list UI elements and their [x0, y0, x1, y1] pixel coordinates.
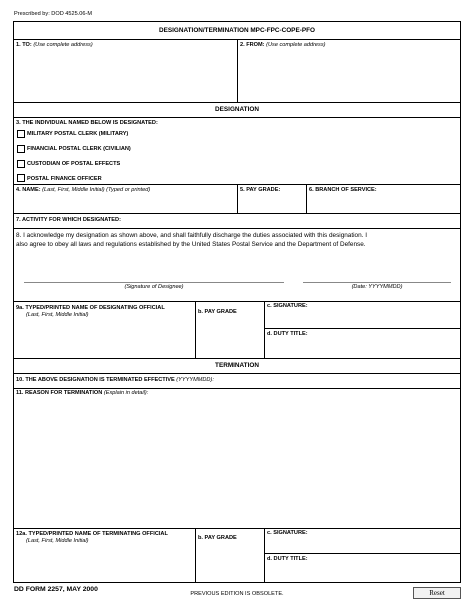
option-label: CUSTODIAN OF POSTAL EFFECTS	[27, 161, 121, 167]
date-caption: (Date: YYYYMMDD)	[351, 284, 403, 290]
signature-caption: (Signature of Designee)	[124, 284, 184, 290]
branch-of-service-label: 6. BRANCH OF SERVICE:	[309, 187, 377, 193]
from-address-field[interactable]	[239, 51, 459, 101]
acknowledgement-line2: also agree to obey all laws and regulations established by the United States Postal Service and the Department of Defense.	[16, 241, 366, 248]
pay-grade-field[interactable]	[239, 195, 304, 212]
designating-duty-title-label: d. DUTY TITLE:	[267, 331, 308, 337]
acknowledgement-line1: 8. I acknowledge my designation as shown above, and shall faithfully discharge the duties associated with this designation. I	[16, 232, 367, 239]
divider	[13, 102, 461, 103]
termination-header: TERMINATION	[215, 362, 259, 369]
reason-for-termination-field[interactable]	[15, 399, 459, 527]
divider	[237, 39, 238, 102]
divider	[13, 388, 461, 389]
item3-label: 3. THE INDIVIDUAL NAMED BELOW IS DESIGNATED:	[16, 120, 158, 126]
divider	[306, 184, 307, 213]
divider	[13, 301, 461, 302]
obsolete-notice: PREVIOUS EDITION IS OBSOLETE.	[190, 591, 284, 597]
pay-grade-label: 5. PAY GRADE:	[240, 187, 281, 193]
designee-signature-line[interactable]	[24, 282, 284, 283]
designating-pay-grade-field[interactable]	[197, 318, 262, 357]
terminating-pay-grade-label: b. PAY GRADE	[198, 535, 237, 541]
divider	[237, 184, 238, 213]
option-label: POSTAL FINANCE OFFICER	[27, 176, 102, 182]
divider	[195, 528, 196, 583]
designating-official-label: 9a. TYPED/PRINTED NAME OF DESIGNATING OFFICIAL	[16, 305, 165, 311]
name-label: 4. NAME: (Last, First, Middle Initial) (Typed or printed)	[16, 187, 151, 193]
form-title: DESIGNATION/TERMINATION MPC-FPC-COPE-PFO	[159, 27, 315, 34]
designating-pay-grade-label: b. PAY GRADE	[198, 309, 237, 315]
designating-official-name-field[interactable]	[15, 320, 193, 357]
terminating-duty-title-label: d. DUTY TITLE:	[267, 556, 308, 562]
divider	[13, 117, 461, 118]
terminated-effective-label: 10. THE ABOVE DESIGNATION IS TERMINATED EFFECTIVE (YYYYMMDD):	[16, 377, 214, 383]
terminating-official-hint: (Last, First, Middle Initial)	[26, 538, 89, 544]
terminating-signature-label: c. SIGNATURE:	[267, 530, 308, 536]
terminating-pay-grade-field[interactable]	[197, 544, 262, 582]
designating-duty-title-field[interactable]	[266, 339, 459, 357]
divider	[264, 528, 265, 583]
divider	[195, 301, 196, 358]
designating-signature-label: c. SIGNATURE:	[267, 303, 308, 309]
terminating-duty-title-field[interactable]	[266, 564, 459, 582]
activity-label: 7. ACTIVITY FOR WHICH DESIGNATED:	[16, 217, 121, 223]
financial-postal-clerk-checkbox[interactable]	[17, 145, 25, 153]
terminating-official-name-field[interactable]	[15, 546, 193, 582]
designation-header: DESIGNATION	[215, 106, 259, 113]
divider	[13, 528, 461, 529]
designating-signature-field[interactable]	[266, 311, 459, 327]
divider	[13, 358, 461, 359]
terminated-effective-date-field[interactable]	[245, 375, 458, 387]
branch-of-service-field[interactable]	[308, 195, 459, 212]
postal-finance-officer-checkbox[interactable]	[17, 174, 25, 182]
terminating-signature-field[interactable]	[266, 538, 459, 552]
to-address-field[interactable]	[15, 51, 235, 101]
activity-field[interactable]	[140, 215, 458, 227]
divider	[264, 553, 461, 554]
option-label: FINANCIAL POSTAL CLERK (CIVILIAN)	[27, 146, 131, 152]
divider	[13, 373, 461, 374]
form-number: DD FORM 2257, MAY 2000	[14, 586, 98, 593]
divider	[13, 213, 461, 214]
name-field[interactable]	[15, 195, 235, 212]
prescribed-by: Prescribed by: DOD 4525.06-M	[14, 11, 93, 17]
from-label: 2. FROM: (Use complete address)	[240, 42, 326, 48]
to-label: 1. TO: (Use complete address)	[16, 42, 93, 48]
designee-date-line[interactable]	[303, 282, 451, 283]
military-postal-clerk-checkbox[interactable]	[17, 130, 25, 138]
divider	[264, 301, 265, 358]
terminating-official-label: 12a. TYPED/PRINTED NAME OF TERMINATING OFFICIAL	[16, 531, 168, 537]
reset-button[interactable]: Reset	[413, 587, 461, 599]
reason-label: 11. REASON FOR TERMINATION (Explain in detail):	[16, 390, 149, 396]
designating-official-hint: (Last, First, Middle Initial)	[26, 312, 89, 318]
option-label: MILITARY POSTAL CLERK (MILITARY)	[27, 131, 129, 137]
divider	[13, 228, 461, 229]
custodian-postal-effects-checkbox[interactable]	[17, 160, 25, 168]
divider	[264, 328, 461, 329]
